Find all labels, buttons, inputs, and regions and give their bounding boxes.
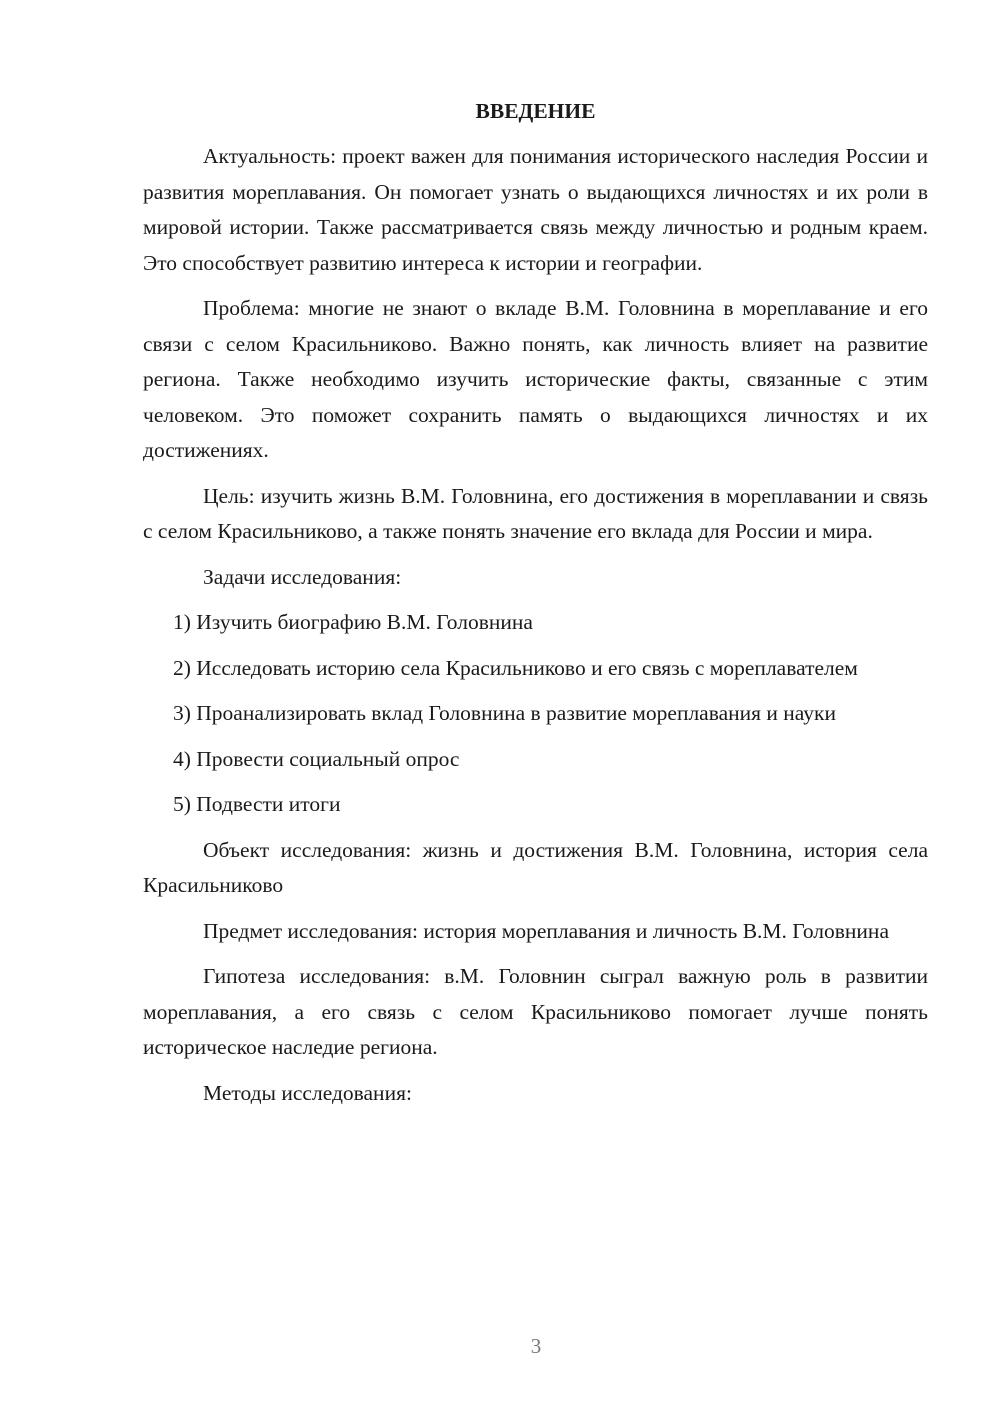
paragraph-goal: Цель: изучить жизнь В.М. Головнина, его достижения в мореплавании и связь с селом Красильниково, а также понять значение его вклада для России и мира. xyxy=(143,483,928,543)
paragraph-hypothesis: Гипотеза исследования: в.М. Головнин сыграл важную роль в развитии мореплавания, а его связь с селом Красильниково помогает лучше понять историческое наследие региона. xyxy=(143,964,928,1059)
paragraph-relevance: Актуальность: проект важен для понимания исторического наследия России и развития мореплавания. Он помогает узнать о выдающихся личностях и их роли в мировой истории. Также рассматривается связь между личностью и родным краем. Это способствует развитию интереса к истории и географии. xyxy=(143,144,928,275)
paragraph-methods: Методы исследования: xyxy=(203,1080,412,1105)
task-item: 5) Подвести итоги xyxy=(173,792,341,816)
task-item: 4) Провести социальный опрос xyxy=(173,746,460,771)
task-item: 3) Проанализировать вклад Головнина в развитие мореплавания и науки xyxy=(173,701,836,725)
paragraph-object: Объект исследования: жизнь и достижения В.М. Головнина, история села Красильниково xyxy=(143,837,928,897)
paragraph-subject: Предмет исследования: история мореплавания и личность В.М. Головнина xyxy=(203,918,889,943)
page-number: 3 xyxy=(530,1334,542,1358)
task-item: 1) Изучить биографию В.М. Головнина xyxy=(173,610,533,634)
paragraph-tasks-intro: Задачи исследования: xyxy=(203,564,402,589)
paragraph-problem: Проблема: многие не знают о вкладе В.М. Головнина в мореплавание и его связи с селом Красильниково. Важно понять, как личность влияет на развитие региона. Также необходимо изучить исторические факты, связанные с этим человеком. Это поможет сохранить память о выдающихся личностях и их достижениях. xyxy=(143,296,928,462)
document-page xyxy=(143,95,928,1121)
section-heading: ВВЕДЕНИЕ xyxy=(475,99,596,123)
task-item: 2) Исследовать историю села Красильниково и его связь с мореплавателем xyxy=(173,655,858,680)
